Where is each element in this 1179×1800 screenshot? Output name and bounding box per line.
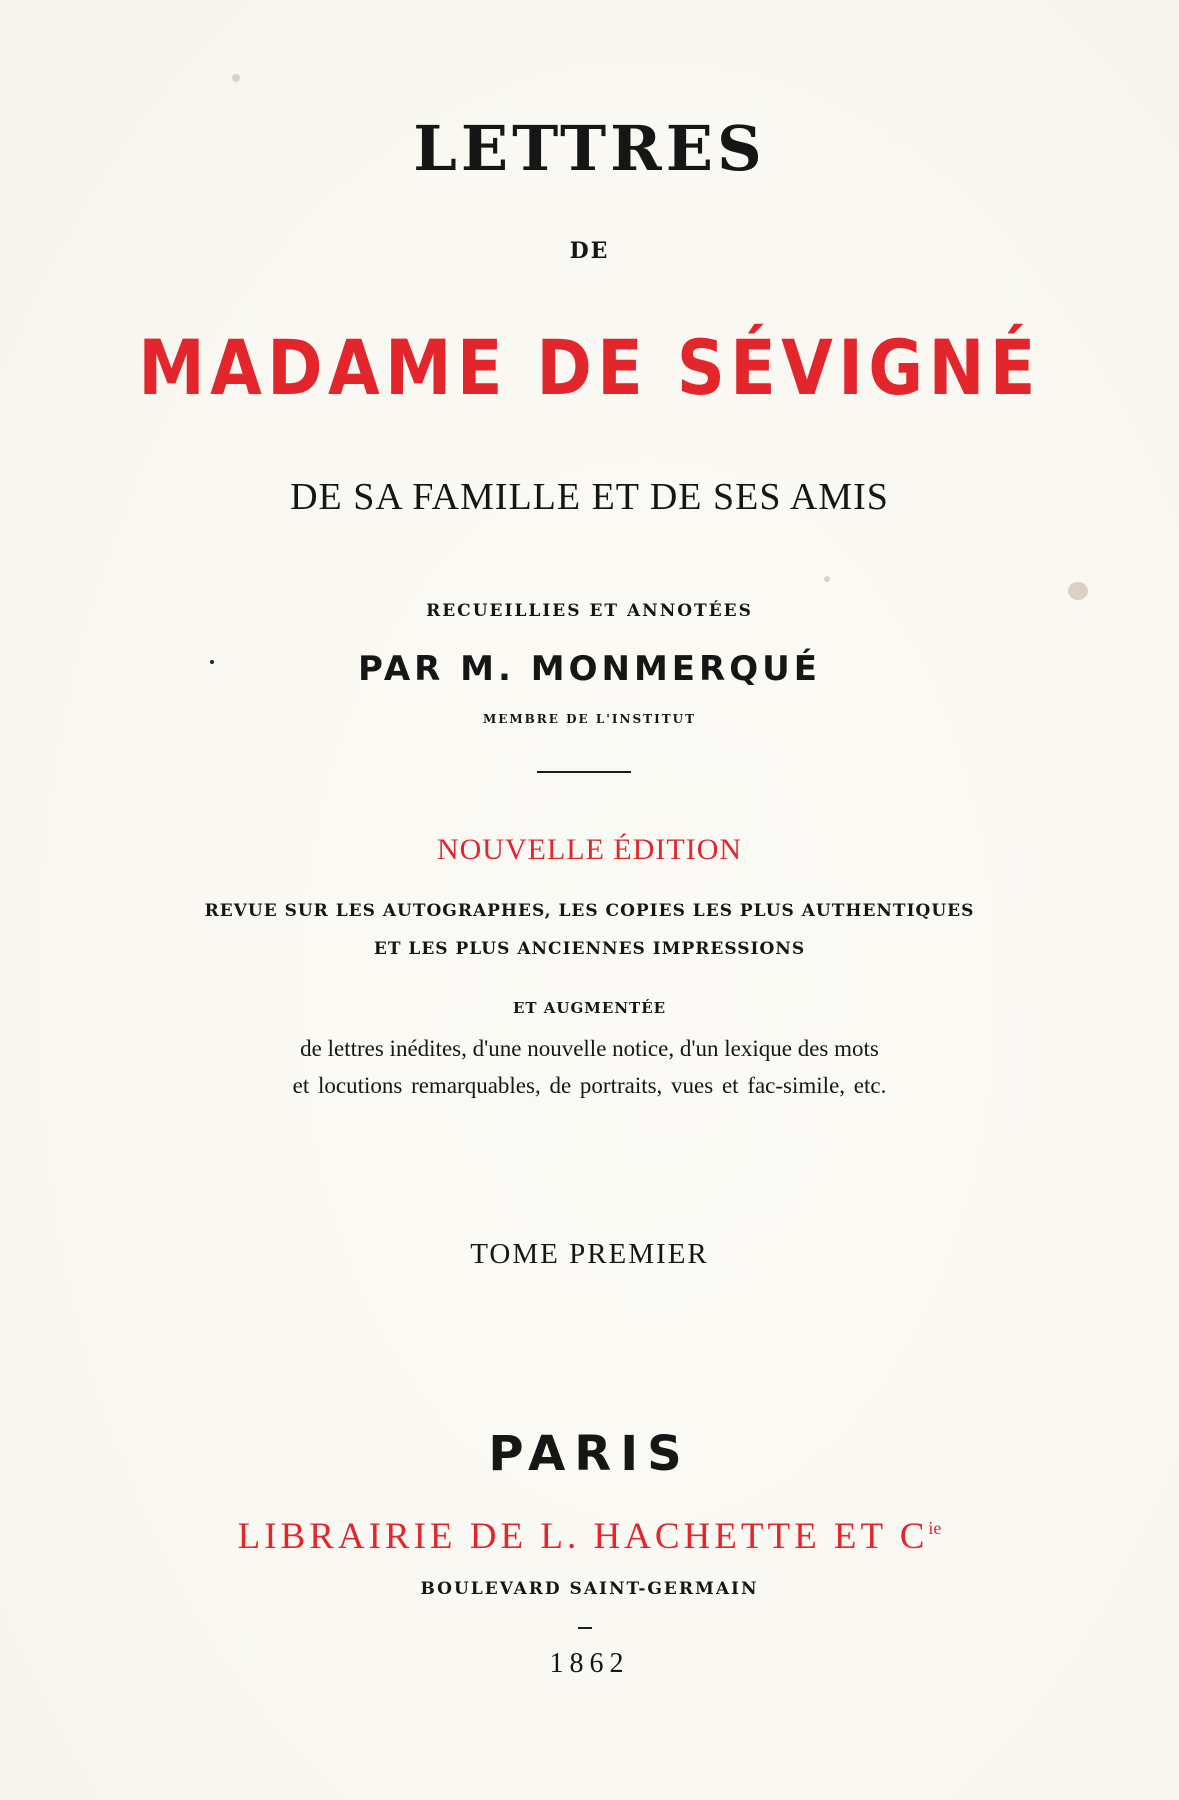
publisher-suffix: ie [928, 1518, 942, 1538]
publisher-name [0, 1518, 1179, 1555]
book-subtitle: DE SA FAMILLE ET DE SES AMIS [290, 476, 889, 518]
book-title: LETTRES [413, 112, 766, 185]
editor-name: PAR M. MONMERQUÉ [358, 649, 821, 689]
title-connector: DE [569, 238, 610, 264]
editor-affiliation: MEMBRE DE L'INSTITUT [482, 712, 697, 726]
revision-note-line-2: ET LES PLUS ANCIENNES IMPRESSIONS [373, 939, 806, 959]
paper-speck [1068, 582, 1088, 600]
volume-label: TOME PREMIER [470, 1238, 709, 1270]
divider-rule [537, 771, 631, 773]
paper-speck [232, 74, 240, 82]
revision-note-line-1: REVUE SUR LES AUTOGRAPHES, LES COPIES LES PLUS AUTHENTIQUES [204, 901, 975, 921]
contents-line-2: et locutions remarquables, de portraits, vues et fac-simile, etc. [292, 1073, 887, 1098]
divider-rule-short [578, 1627, 592, 1629]
collected-annotated-label: RECUEILLIES ET ANNOTÉES [426, 601, 753, 621]
edition-label: NOUVELLE ÉDITION [436, 833, 743, 866]
publication-year: 1862 [549, 1648, 630, 1679]
publisher-address: BOULEVARD SAINT-GERMAIN [420, 1579, 759, 1599]
author-name: MADAME DE SÉVIGNÉ [138, 323, 1041, 412]
imprint-city: PARIS [488, 1426, 691, 1482]
contents-line-1: de lettres inédites, d'une nouvelle notice, d'un lexique des mots [300, 1036, 879, 1061]
paper-speck [824, 576, 830, 582]
augmented-label: ET AUGMENTÉE [512, 999, 667, 1017]
publisher-text: LIBRAIRIE DE L. HACHETTE ET C [237, 1516, 929, 1557]
